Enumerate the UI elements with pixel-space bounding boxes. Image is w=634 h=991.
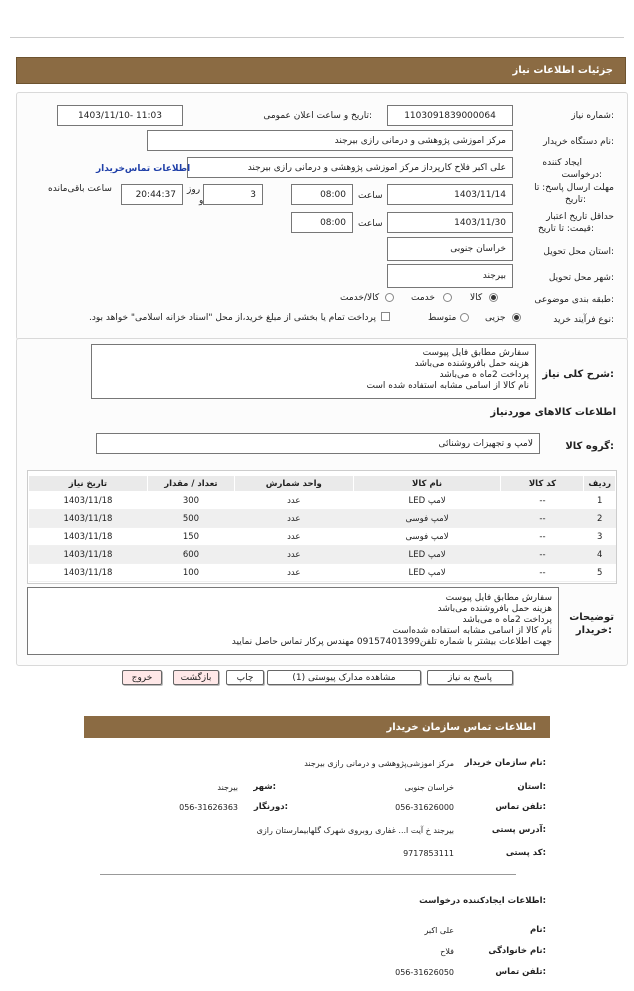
process-label: نوع فرآیند خرید: xyxy=(553,315,614,325)
cell-date: 1403/11/18 xyxy=(29,510,148,528)
cell-qty: 500 xyxy=(147,510,234,528)
contact-city-value: بیرجند xyxy=(217,783,238,792)
summary-line: نام کالا از اسامی مشابه استفاده شده است xyxy=(366,381,529,391)
cell-name: لامپ LED xyxy=(353,546,501,564)
cell-qty: 150 xyxy=(147,528,234,546)
cell-date: 1403/11/18 xyxy=(29,546,148,564)
contact-divider xyxy=(100,874,516,875)
buyer-org-field: مرکز اموزشی پژوهشی و درمانی رازی بیرجند xyxy=(147,130,513,151)
page-title-bar xyxy=(16,57,626,84)
validity-time-label: ساعت xyxy=(358,219,383,229)
cell-code: -- xyxy=(501,492,584,510)
process-minor-radio[interactable] xyxy=(512,313,521,322)
category-label: طبقه بندی موضوعی: xyxy=(534,295,614,305)
cell-code: -- xyxy=(501,546,584,564)
deadline-time-label: ساعت xyxy=(358,191,383,201)
cell-name: لامپ فوسی xyxy=(353,510,501,528)
category-goods-radio[interactable] xyxy=(489,293,498,302)
summary-line: سفارش مطابق فایل پیوست xyxy=(422,348,529,358)
requester-label-2: درخواست: xyxy=(561,170,602,180)
contact-city-label: شهر: xyxy=(253,782,276,792)
process-medium-radio[interactable] xyxy=(460,313,469,322)
remaining-time-label: ساعت باقی‌مانده xyxy=(48,184,112,194)
cell-row: 1 xyxy=(584,492,616,510)
category-service-label: خدمت xyxy=(411,293,435,303)
buyer-contact-link[interactable]: اطلاعات تماس‌خریدار xyxy=(96,164,191,174)
cell-code: -- xyxy=(501,528,584,546)
items-table-container xyxy=(27,470,617,584)
notes-line: سفارش مطابق فایل پیوست xyxy=(445,593,552,603)
table-row xyxy=(29,564,616,582)
creator-phone-label: تلفن تماس: xyxy=(495,967,546,977)
cell-unit: عدد xyxy=(234,510,353,528)
cell-code: -- xyxy=(501,564,584,582)
creator-last-name-label: نام خانوادگی: xyxy=(488,946,546,956)
deadline-time-field: 08:00 xyxy=(291,184,353,205)
validity-time-field: 08:00 xyxy=(291,212,353,233)
goods-group-label: گروه کالا: xyxy=(565,441,614,452)
view-attachments-button[interactable]: مشاهده مدارک پیوستی (1) xyxy=(267,670,421,685)
reply-button[interactable]: پاسخ به نیاز xyxy=(427,670,513,685)
back-button[interactable]: بازگشت xyxy=(173,670,219,685)
summary-label: شرح کلی نیاز: xyxy=(542,369,614,380)
cell-row: 4 xyxy=(584,546,616,564)
need-number-label: شماره نیاز: xyxy=(571,111,614,121)
days-label: روز xyxy=(187,185,201,195)
cell-row: 2 xyxy=(584,510,616,528)
validity-label: حداقل تاریخ اعتبار xyxy=(546,212,614,222)
notes-line: هزینه حمل بافروشنده می‌باشد xyxy=(437,604,552,614)
city-field: بیرجند xyxy=(387,264,513,288)
contact-org-label: نام سازمان خریدار: xyxy=(464,758,546,768)
table-row xyxy=(29,528,616,546)
cell-unit: عدد xyxy=(234,528,353,546)
goods-group-field: لامپ و تجهیزات روشنائی xyxy=(96,433,540,454)
category-goods-label: کالا xyxy=(470,293,483,303)
cell-date: 1403/11/18 xyxy=(29,528,148,546)
creator-phone-value: 056-31626050 xyxy=(395,968,454,977)
cell-code: -- xyxy=(501,510,584,528)
contact-postal-label: کد پستی: xyxy=(505,848,546,858)
contact-org-value: مرکز اموزشی‌پژوهشی و درمانی رازی بیرجند xyxy=(304,759,454,768)
deadline-label-2: تاریخ: xyxy=(565,195,586,205)
creator-first-name-value: علی اکبر xyxy=(424,926,454,935)
category-service-radio[interactable] xyxy=(443,293,452,302)
cell-qty: 600 xyxy=(147,546,234,564)
table-header-row xyxy=(29,476,616,492)
treasury-text: پرداخت تمام یا بخشی از مبلغ خرید،از محل "اسناد خزانه اسلامی" خواهد بود. xyxy=(88,313,376,323)
summary-line: هزینه حمل بافروشنده می‌باشد xyxy=(414,359,529,369)
cell-row: 5 xyxy=(584,564,616,582)
contact-title: اطلاعات تماس سازمان خریدار xyxy=(386,721,536,733)
deadline-label: مهلت ارسال پاسخ: تا xyxy=(534,183,614,193)
cell-date: 1403/11/18 xyxy=(29,564,148,582)
page-title: جزئیات اطلاعات نیاز xyxy=(512,65,613,76)
contact-address-value: بیرجند خ آیت ا... غفاری روبروی شهرک گلهابیمارستان رازی xyxy=(256,826,454,835)
buyer-notes-label-2: خریدار: xyxy=(575,625,612,636)
days-remaining-field: 3 xyxy=(203,184,263,205)
col-row: ردیف xyxy=(584,476,616,492)
requester-label: ایجاد کننده xyxy=(542,158,582,168)
notes-line: نام کالا از اسامی مشابه استفاده شده‌است xyxy=(392,626,552,636)
summary-line: پرداخت 2ماه ه می‌باشد xyxy=(439,370,529,380)
province-field: خراسان جنوبی xyxy=(387,237,513,261)
contact-province-value: خراسان جنوبی xyxy=(404,783,454,792)
validity-label-2: قیمت: تا تاریخ: xyxy=(537,224,594,234)
need-number-field: 1103091839000064 xyxy=(387,105,513,126)
category-both-radio[interactable] xyxy=(385,293,394,302)
buyer-org-label: نام دستگاه خریدار: xyxy=(543,137,614,147)
contact-address-label: آدرس پستی: xyxy=(491,825,546,835)
exit-button[interactable]: خروج xyxy=(122,670,162,685)
print-button[interactable]: چاپ xyxy=(226,670,264,685)
col-qty: تعداد / مقدار xyxy=(147,476,234,492)
cell-qty: 100 xyxy=(147,564,234,582)
buyer-notes-label: توضیحات xyxy=(569,612,614,623)
validity-date-field: 1403/11/30 xyxy=(387,212,513,233)
announce-date-label: تاریخ و ساعت اعلان عمومی: xyxy=(263,111,372,121)
contact-phone-label: تلفن تماس: xyxy=(495,802,546,812)
process-medium-label: متوسط xyxy=(428,313,457,323)
items-table xyxy=(28,475,616,582)
and-label: و xyxy=(199,196,204,206)
cell-unit: عدد xyxy=(234,564,353,582)
contact-title-bar xyxy=(84,716,550,738)
table-row xyxy=(29,510,616,528)
contact-postal-value: 9717853111 xyxy=(403,849,454,858)
announce-date-field: 1403/11/10- 11:03 xyxy=(57,105,183,126)
cell-unit: عدد xyxy=(234,546,353,564)
treasury-checkbox[interactable] xyxy=(381,312,390,321)
cell-qty: 300 xyxy=(147,492,234,510)
city-label: شهر محل تحویل: xyxy=(548,273,614,283)
creator-last-name-value: فلاح xyxy=(440,947,454,956)
cell-name: لامپ LED xyxy=(353,564,501,582)
table-row xyxy=(29,546,616,564)
cell-row: 3 xyxy=(584,528,616,546)
creator-title: اطلاعات ایجادکننده درخواست: xyxy=(419,896,546,906)
process-minor-label: جزیی xyxy=(485,313,506,323)
table-row xyxy=(29,492,616,510)
category-both-label: کالا/خدمت xyxy=(340,293,380,303)
province-label: استان محل تحویل: xyxy=(543,247,614,257)
contact-province-label: استان: xyxy=(517,782,546,792)
goods-section-title: اطلاعات کالاهای موردنیاز xyxy=(490,407,616,418)
top-divider xyxy=(10,37,624,38)
cell-name: لامپ فوسی xyxy=(353,528,501,546)
col-unit: واحد شمارش xyxy=(234,476,353,492)
notes-line: جهت اطلاعات بیشتر با شماره تلفن09157401399 مهندس پرکار تماس حاصل نمایید xyxy=(231,637,552,647)
col-name: نام کالا xyxy=(353,476,501,492)
creator-first-name-label: نام: xyxy=(529,925,546,935)
contact-fax-label: دورنگار: xyxy=(253,802,288,812)
cell-name: لامپ LED xyxy=(353,492,501,510)
contact-fax-value: 056-31626363 xyxy=(179,803,238,812)
col-code: کد کالا xyxy=(501,476,584,492)
contact-phone-value: 056-31626000 xyxy=(395,803,454,812)
cell-date: 1403/11/18 xyxy=(29,492,148,510)
remaining-time-field: 20:44:37 xyxy=(121,184,183,205)
buyer-notes-textarea xyxy=(27,587,559,655)
requester-field: علی اکبر فلاح کارپرداز مرکز اموزشی پژوهشی و درمانی رازی بیرجند xyxy=(187,157,513,178)
cell-unit: عدد xyxy=(234,492,353,510)
deadline-date-field: 1403/11/14 xyxy=(387,184,513,205)
col-date: تاریخ نیاز xyxy=(29,476,148,492)
notes-line: پرداخت 2ماه ه می‌باشد xyxy=(462,615,552,625)
summary-textarea xyxy=(91,344,536,399)
